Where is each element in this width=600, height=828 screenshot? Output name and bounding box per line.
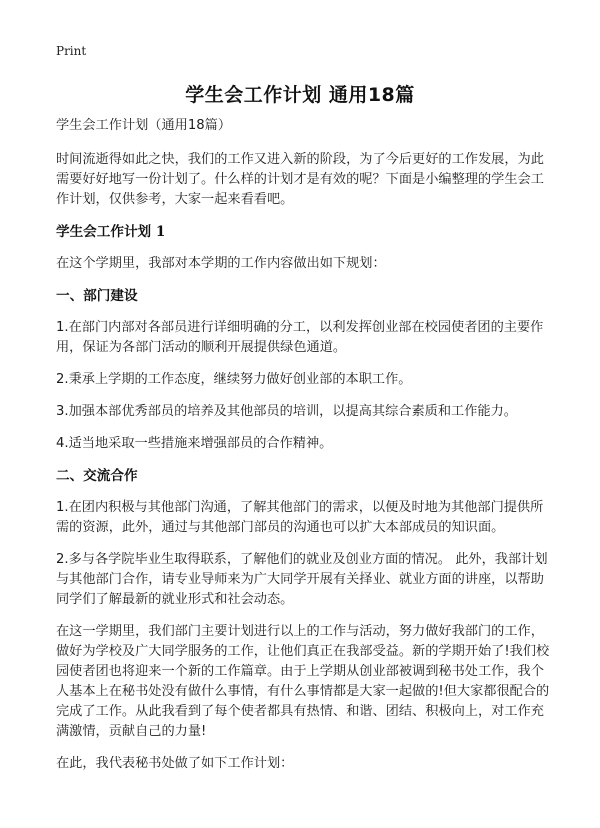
section-heading-cooperation: 二、交流合作 (56, 468, 138, 484)
document-subtitle: 学生会工作计划（通用18篇） (56, 118, 232, 133)
print-label: Print (56, 44, 87, 58)
document-body (56, 116, 556, 786)
intro-paragraph: 时间流逝得如此之快，我们的工作又进入新的阶段，为了今后更好的工作发展，为此需要好好地写一份计划了。什么样的计划才是有效的呢？下面是小编整理的学生会工作计划，仅供参考，大家一起来看看吧。 (56, 152, 544, 207)
summary-paragraph: 在这一学期里，我们部门主要计划进行以上的工作与活动，努力做好我部门的工作，做好为学校及广大同学服务的工作，让他们真正在我部受益。新的学期开始了!我们校园使者团也将迎来一个新的工作篇章。由于上学期从创业部被调到秘书处工作，我个人基本上在秘书处没有做什么事情，有什么事情都是大家一起做的!但大家都很配合的完成了工作。从此我看到了每个使者都具有热情、和谐、团结、积极向上，对工作充满激情，贡献自己的力量! (56, 624, 550, 739)
page-title: 学生会工作计划 通用18篇 (185, 84, 415, 106)
closing-paragraph: 在此，我代表秘书处做了如下工作计划： (56, 756, 294, 771)
plan-intro-paragraph: 在这个学期里，我部对本学期的工作内容做出如下规划： (56, 256, 386, 271)
section-heading-department: 一、部门建设 (56, 288, 138, 304)
list-item: 1.在团内积极与其他部门沟通，了解其他部门的需求，以便及时地为其他部门提供所需的资源，此外，通过与其他部门部员的沟通也可以扩大本部成员的知识面。 (56, 500, 544, 535)
list-item: 3.加强本部优秀部员的培养及其他部员的培训，以提高其综合素质和工作能力。 (56, 404, 517, 419)
list-item: 2.多与各学院毕业生取得联系，了解他们的就业及创业方面的情况。 此外，我部计划与其他部门合作，请专业导师来为广大同学开展有关择业、就业方面的讲座，以帮助同学们了解最新的就业形式和社会动态。 (56, 552, 548, 607)
list-item: 2.秉承上学期的工作态度，继续努力做好创业部的本职工作。 (56, 372, 412, 387)
plan-heading: 学生会工作计划 1 (56, 224, 166, 240)
list-item: 4.适当地采取一些措施来增强部员的合作精神。 (56, 436, 333, 451)
list-item: 1.在部门内部对各部员进行详细明确的分工，以利发挥创业部在校园使者团的主要作用，保证为各部门活动的顺利开展提供绿色通道。 (56, 320, 544, 355)
